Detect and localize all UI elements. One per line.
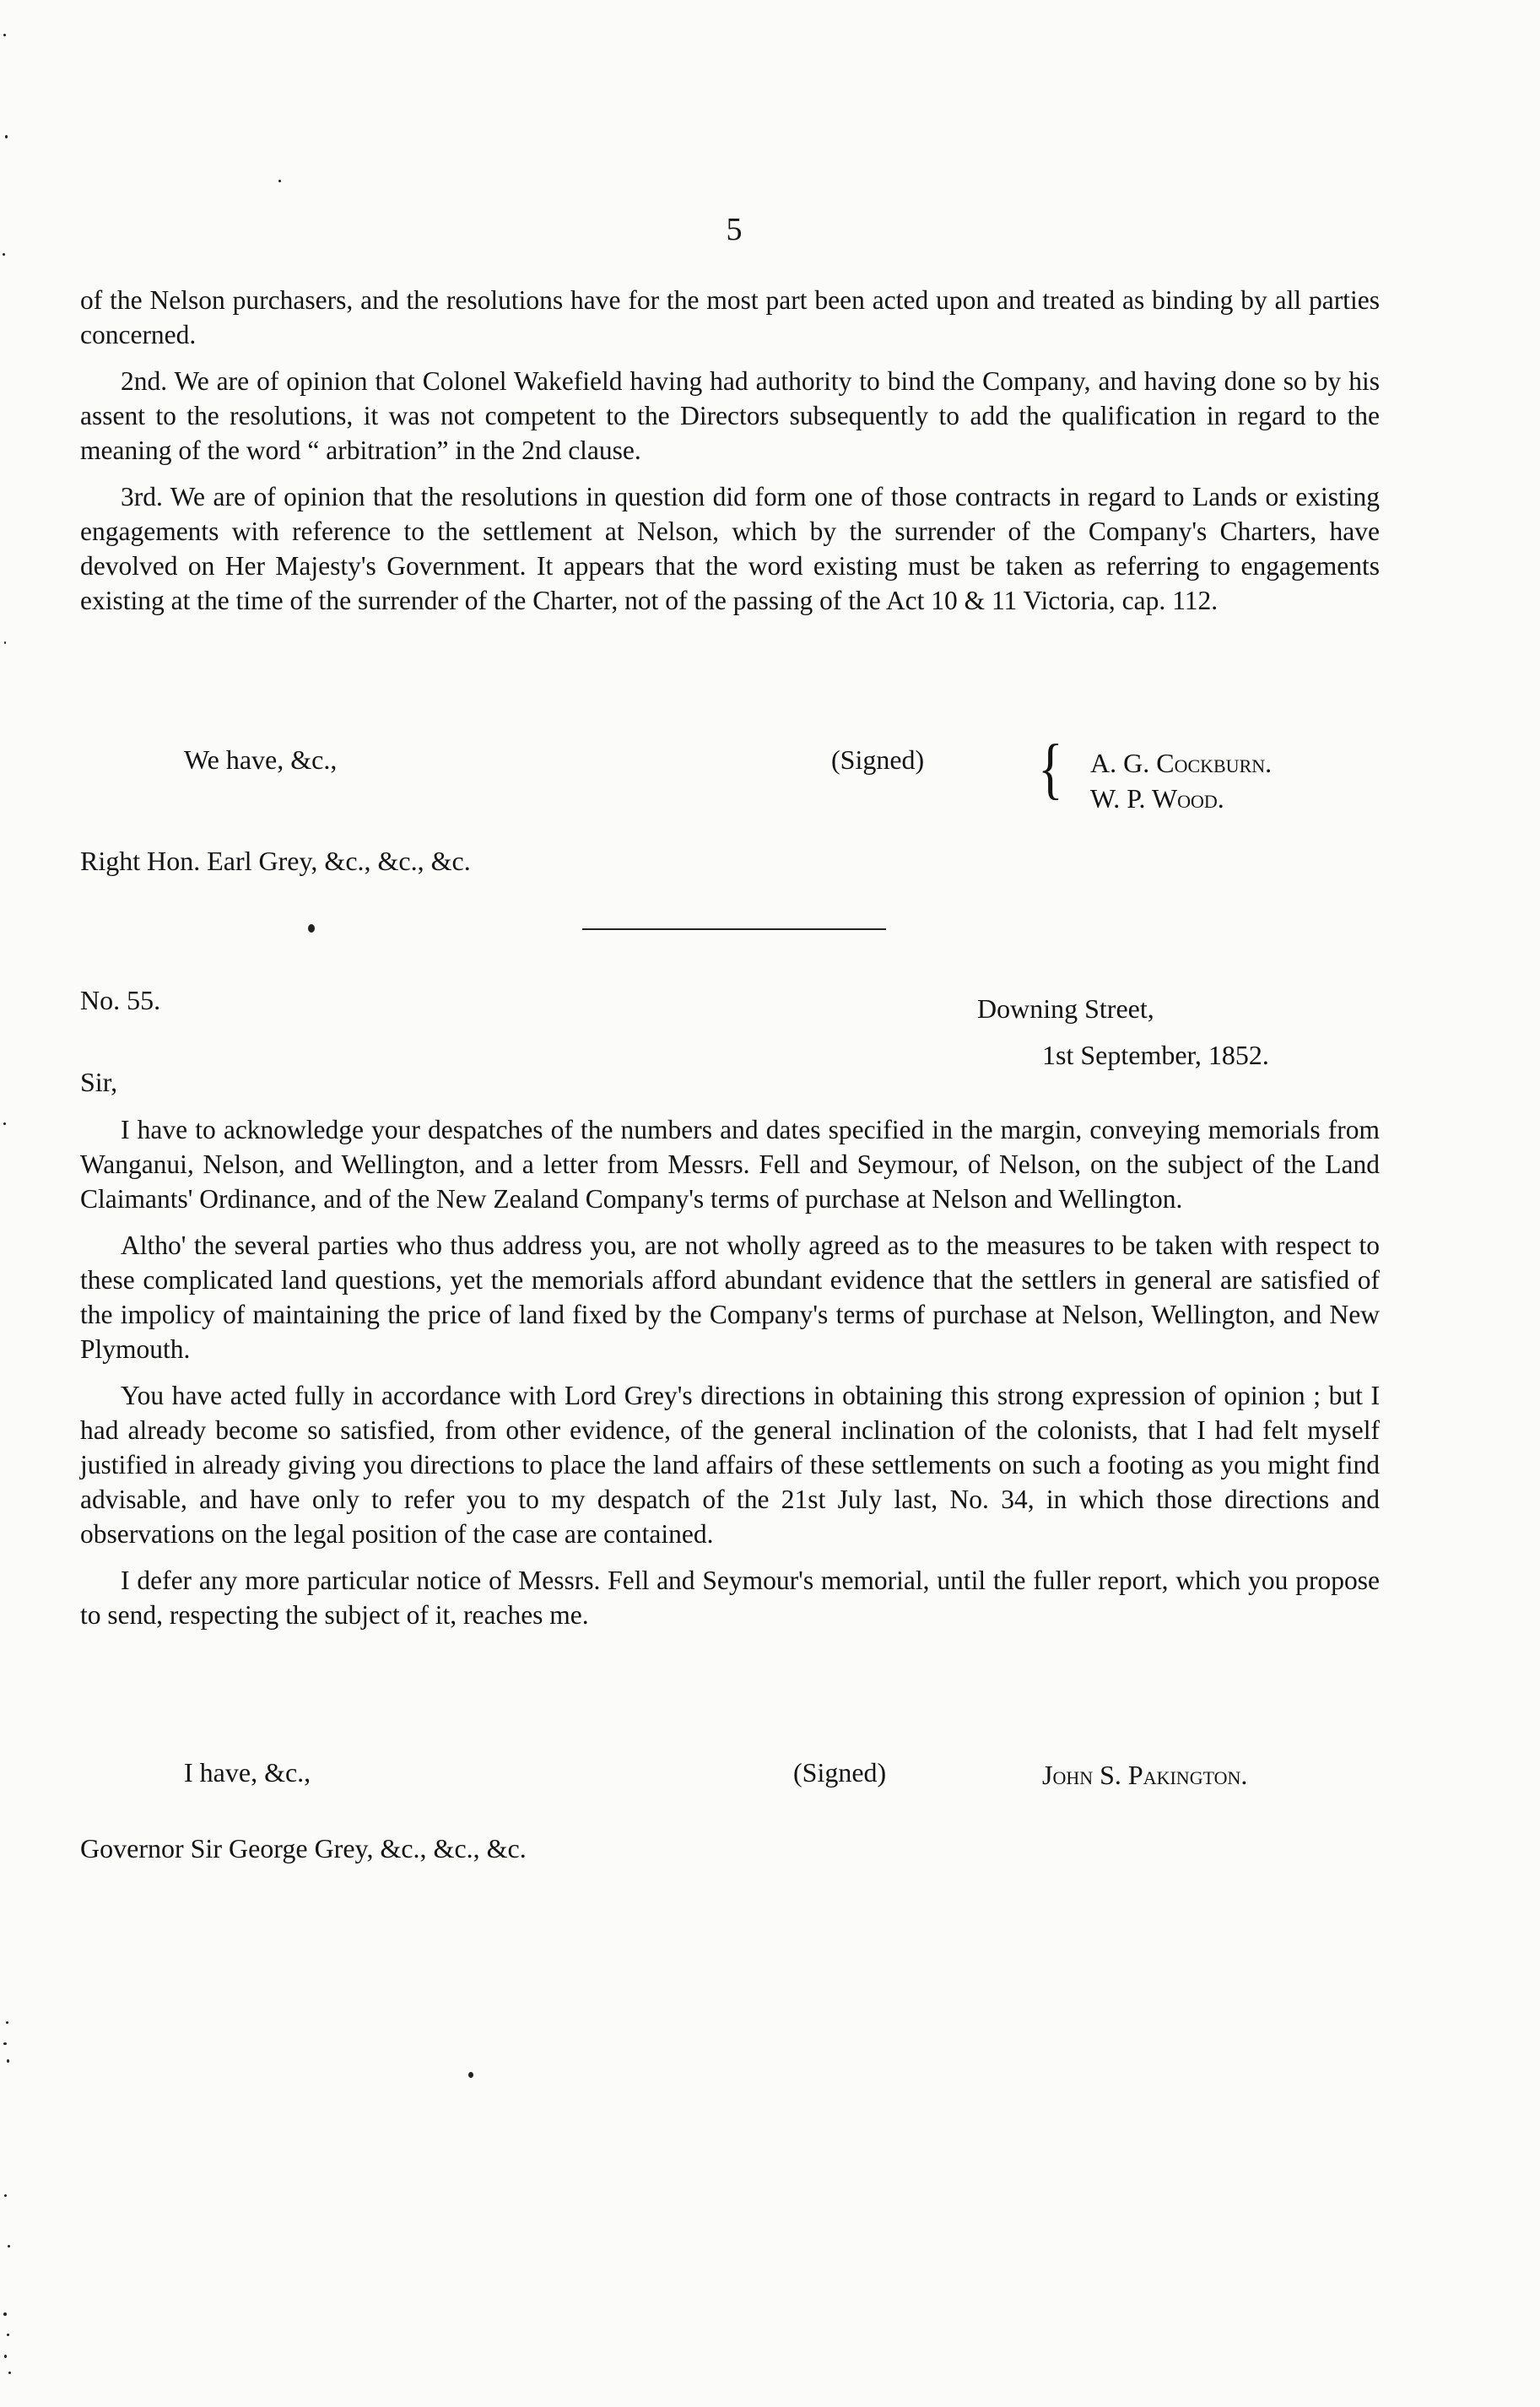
- signatory-wood: W. P. Wood.: [1090, 783, 1224, 814]
- letter2-place: Downing Street,: [977, 993, 1154, 1024]
- signatory-pakington: John S. Pakington.: [1042, 1760, 1248, 1790]
- letter1-paragraph-3: 3rd. We are of opinion that the resolutions in question did form one of those contracts in regard to Lands or existing engagements with reference to the settlement at Nelson, which by the surrender of the Company's Charters, have devolved on Her Majesty's Government. It appears that the word existing must be taken as referring to engagements existing at the time of the surrender of the Charter, not of the passing of the Act 10 & 11 Victoria, cap. 112.: [80, 482, 1380, 615]
- letter2-signed: (Signed): [793, 1757, 887, 1788]
- letter2-paragraph-4: I defer any more particular notice of Messrs. Fell and Seymour's memorial, until the fuller report, which you propose to send, respecting the subject of it, reaches me.: [80, 1566, 1380, 1630]
- scan-edge-noise: [2, 0, 14, 2407]
- letter2-closing: I have, &c.,: [184, 1757, 311, 1788]
- letter2-paragraph-2: Altho' the several parties who thus address you, are not wholly agreed as to the measures to be taken with respect to these complicated land questions, yet the memorials afford abundant evidence that the settlers in general are satisfied of the impolicy of maintaining the price of land fixed by the Company's terms of purchase at Nelson, Wellington, and New Plymouth.: [80, 1231, 1380, 1364]
- letter2-body: [80, 1112, 1380, 1644]
- letter2-salutation: Sir,: [80, 1067, 118, 1097]
- letter2-addressee: Governor Sir George Grey, &c., &c., &c.: [80, 1833, 527, 1863]
- letter2-paragraph-3: You have acted fully in accordance with Lord Grey's directions in obtaining this strong expression of opinion ; but I had already become so satisfied, from other evidence, of the general inclination of the colonists, that I had felt myself justified in already giving you directions to place the land affairs of these settlements on such a footing as you might find advisable, and have only to refer you to my despatch of the 21st July last, No. 34, in which those directions and observations on the legal position of the case are contained.: [80, 1381, 1380, 1549]
- letter1-addressee: Right Hon. Earl Grey, &c., &c., &c.: [80, 846, 471, 876]
- letter1-body: [80, 283, 1380, 630]
- letter1-paragraph-1: of the Nelson purchasers, and the resolutions have for the most part been acted upon and treated as binding by all parties concerned.: [80, 285, 1380, 349]
- signatory-cockburn: A. G. Cockburn.: [1090, 748, 1273, 778]
- letter1-paragraph-2: 2nd. We are of opinion that Colonel Wakefield having had authority to bind the Company, and having done so by his assent to the resolutions, it was not competent to the Directors subsequently to add the qualification in regard to the meaning of the word “ arbitration” in the 2nd clause.: [80, 366, 1380, 465]
- letter2-date: 1st September, 1852.: [1042, 1040, 1269, 1070]
- letter1-closing: We have, &c.,: [184, 744, 338, 775]
- scan-speck: [278, 180, 281, 182]
- letter2-number: No. 55.: [80, 985, 161, 1015]
- letter2-paragraph-1: I have to acknowledge your despatches of the numbers and dates specified in the margin, conveying memorials from Wanganui, Nelson, and Wellington, and a letter from Messrs. Fell and Seymour, of Nelson, on the subject of the Land Claimants' Ordinance, and of the New Zealand Company's terms of purchase at Nelson and Wellington.: [80, 1115, 1380, 1214]
- scan-speck: [308, 924, 315, 933]
- document-page: 5 of the Nelson purchasers, and the resolutions have for the most part been acted upon and treated as binding by all parties concerned. 2nd. We are of opinion that Colonel Wakefield having had authority to bind the Company, and having done so by his assent to the resolutions, it was not competent to the Directors subsequently to add the qualification in regard to the meaning of the word “ arbitration” in the 2nd clause. 3rd. We are of opinion that the resolutions in question did form one of those contracts in regard to Lands or existing engagements with reference to the settlement at Nelson, which by the surrender of the Company's Charters, have devolved on Her Majesty's Government. It appears that the word existing must be taken as referring to engagements existing at the time of the surrender of the Charter, not of the passing of the Act 10 & 11 Victoria, cap. 112. We have, &c., (Signed) { A. G. Cockburn. W. P. Wood. Right Hon. Earl Grey, &c., &c., &c. No. 55. Downing Street, 1st September, 1852. Sir, I have to acknowledge your despatches of the numbers and dates specified in the margin, conveying memorials from Wanganui, Nelson, and Wellington, and a letter from Messrs. Fell and Seymour, of Nelson, on the subject of the Land Claimants' Ordinance, and of the New Zealand Company's terms of purchase at Nelson and Wellington. Altho' the several parties who thus address you, are not wholly agreed as to the measures to be taken with respect to these complicated land questions, yet the memorials afford abundant evidence that the settlers in general are satisfied of the impolicy of maintaining the price of land fixed by the Company's terms of purchase at Nelson, Wellington, and New Plymouth. You have acted fully in accordance with Lord Grey's directions in obtaining this strong expression of opinion ; but I had already become so satisfied, from other evidence, of the general inclination of the colonists, that I had felt myself justified in already giving you directions to place the land affairs of these settlements on such a footing as you might find advisable, and have only to refer you to my despatch of the 21st July last, No. 34, in which those directions and observations on the legal position of the case are contained. I defer any more particular notice of Messrs. Fell and Seymour's memorial, until the fuller report, which you propose to send, respecting the subject of it, reaches me. I have, &c., (Signed) John S. Pakington. Governor Sir George Grey, &c., &c., &c.: [0, 0, 1540, 2407]
- page-number: 5: [726, 212, 743, 247]
- section-divider: [582, 928, 886, 930]
- letter1-signed: (Signed): [831, 744, 925, 775]
- scan-speck: [468, 2072, 473, 2078]
